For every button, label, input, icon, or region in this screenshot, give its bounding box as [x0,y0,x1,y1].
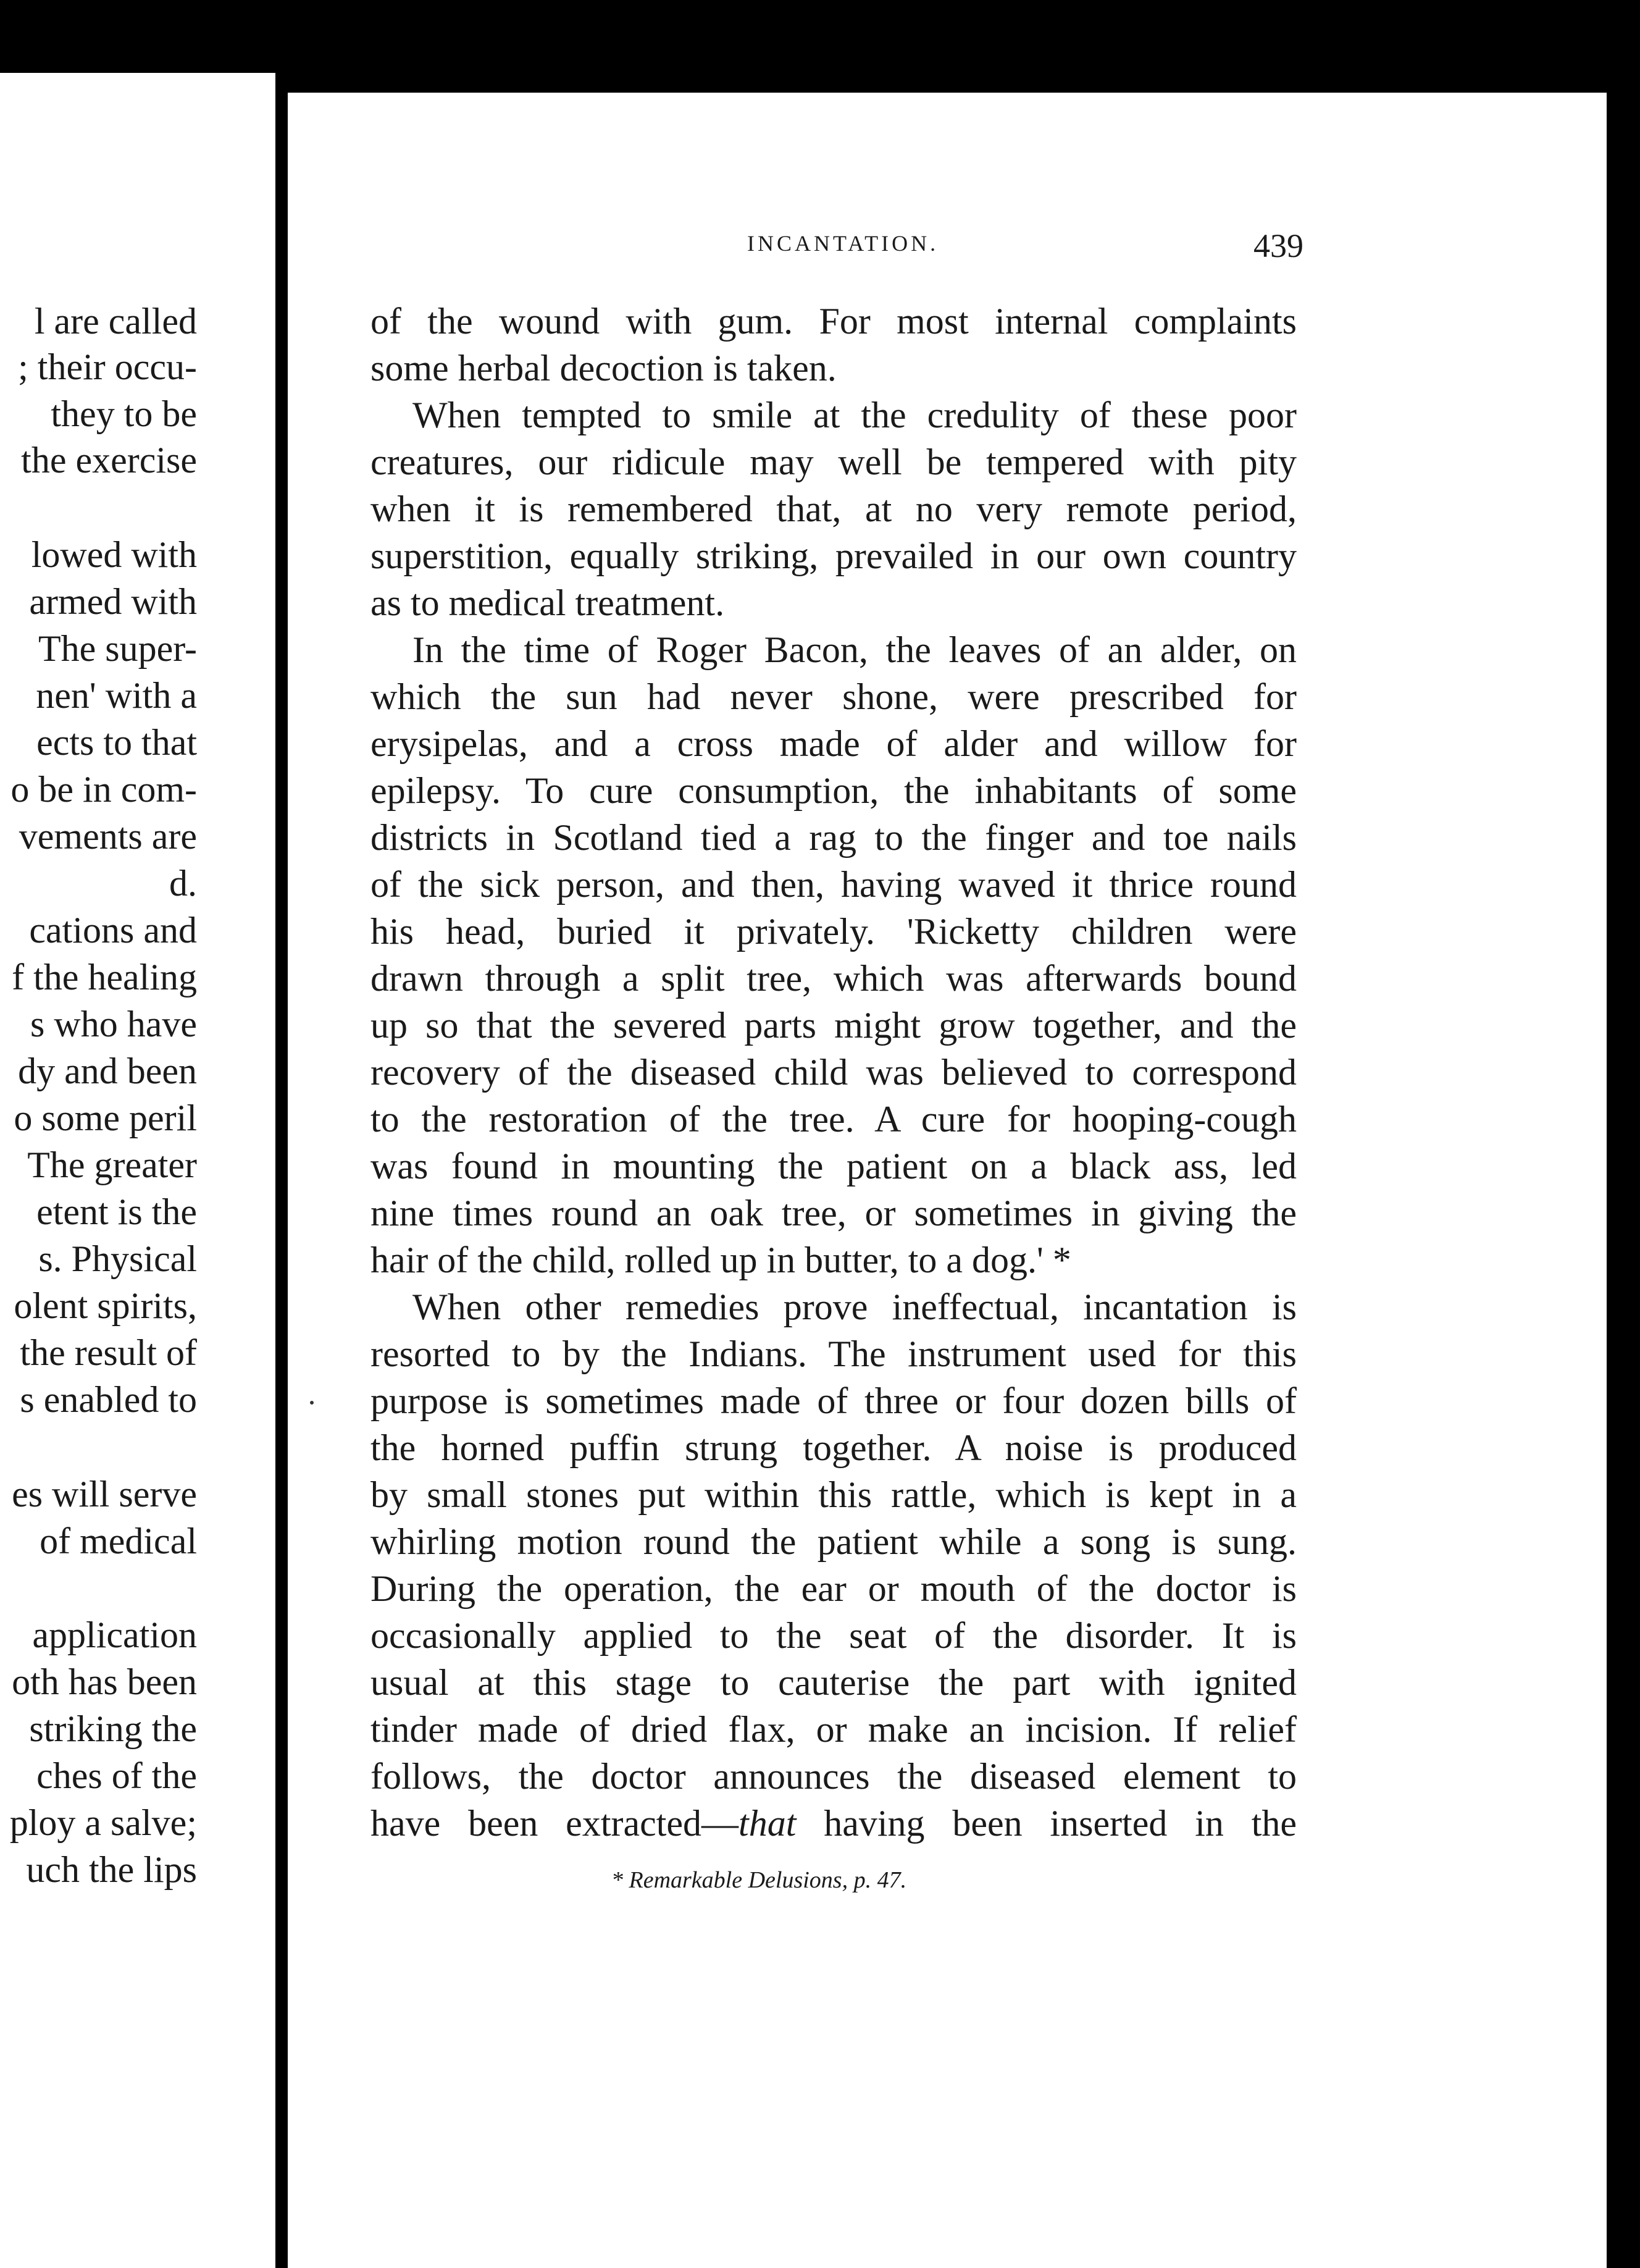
body-line: recovery of the diseased child was believed to correspond [370,1052,1297,1093]
left-text-line: vements are [19,816,197,857]
left-text-line: s who have [30,1004,197,1044]
body-line: follows, the doctor announces the diseased element to [370,1756,1297,1797]
page-number: 439 [1253,227,1303,264]
body-line: When tempted to smile at the credulity of these poor [412,395,1297,435]
running-head: INCANTATION. [747,231,939,256]
left-text-line: the exercise [21,440,197,481]
left-text-line: f the healing [12,957,197,998]
left-text-line: the result of [20,1332,197,1373]
body-line: up so that the severed parts might grow together, and the [370,1005,1297,1046]
body-line: When other remedies prove ineffectual, incantation is [412,1287,1297,1327]
body-line: superstition, equally striking, prevailed in our own country [370,536,1297,576]
body-line: of the wound with gum. For most internal complaints [370,301,1297,342]
body-line: of the sick person, and then, having waved it thrice round [370,864,1297,905]
body-line-last [370,1805,1297,1842]
left-text-line: l are called [34,301,197,342]
body-line-start: have been extracted— [370,1803,739,1844]
left-text-line: s. Physical [38,1238,197,1279]
left-text-line: olent spirits, [14,1285,197,1326]
left-text-line: dy and been [18,1051,197,1091]
left-text-line: uch the lips [26,1849,197,1890]
left-text-line: nen' with a [36,675,197,716]
left-text-line: ploy a salve; [9,1802,197,1843]
body-line: districts in Scotland tied a rag to the finger and toe nails [370,817,1297,858]
body-line: whirling motion round the patient while a song is sung. [370,1521,1297,1562]
left-text-line: armed with [29,581,197,622]
body-line: hair of the child, rolled up in butter, to a dog.' * [370,1240,1071,1280]
body-line: tinder made of dried flax, or make an incision. If relief [370,1709,1297,1750]
left-text-line: etent is the [36,1191,197,1232]
body-line: During the operation, the ear or mouth of the doctor is [370,1568,1297,1609]
body-line: epilepsy. To cure consumption, the inhabitants of some [370,770,1297,811]
left-text-line: of medical [40,1521,197,1561]
left-text-line: oth has been [12,1661,197,1702]
book-gutter [275,73,288,2268]
left-text-line: lowed with [31,534,197,575]
left-text-line: ches of the [36,1755,197,1796]
left-page-fragment [0,73,275,2268]
body-line: usual at this stage to cauterise the part with ignited [370,1662,1297,1703]
body-line: erysipelas, and a cross made of alder and willow for [370,723,1297,764]
body-line-end: having been inserted in the [796,1803,1297,1844]
body-line: some herbal decoction is taken. [370,348,837,388]
left-text-line: s enabled to [20,1379,197,1420]
left-text-line: o be in com- [10,769,197,810]
left-text-line: they to be [51,393,197,434]
left-text-line: ects to that [36,722,197,763]
left-text-line: striking the [29,1708,197,1749]
body-line: creatures, our ridicule may well be tempered with pity [370,442,1297,482]
body-line: was found in mounting the patient on a black ass, led [370,1146,1297,1186]
body-line: occasionally applied to the seat of the disorder. It is [370,1615,1297,1656]
body-line: the horned puffin strung together. A noise is produced [370,1427,1297,1468]
left-text-line: es will serve [12,1474,197,1514]
body-line: drawn through a split tree, which was afterwards bound [370,958,1297,999]
body-line: his head, buried it privately. 'Ricketty children were [370,911,1297,952]
body-line: In the time of Roger Bacon, the leaves of an alder, on [412,629,1297,670]
body-line: by small stones put within this rattle, which is kept in a [370,1474,1297,1515]
left-text-line: The super- [38,628,197,669]
left-text-line: o some peril [14,1098,197,1138]
footnote: * Remarkable Delusions, p. 47. [611,1867,907,1893]
page-edge [1607,93,1640,2268]
left-text-line: d. [169,863,197,904]
body-line: resorted to by the Indians. The instrument used for this [370,1334,1297,1374]
body-line: as to medical treatment. [370,582,725,623]
body-line: when it is remembered that, at no very remote period, [370,489,1297,529]
margin-speck [310,1401,314,1405]
body-line: which the sun had never shone, were prescribed for [370,676,1297,717]
body-line: purpose is sometimes made of three or four dozen bills of [370,1380,1297,1421]
italic-word: that [738,1803,797,1844]
left-text-line: ; their occu- [18,346,197,387]
left-text-line: The greater [27,1144,197,1185]
left-text-line: application [32,1615,197,1655]
body-line: to the restoration of the tree. A cure for hooping-cough [370,1099,1297,1140]
left-text-line: cations and [29,910,197,951]
body-line: nine times round an oak tree, or sometimes in giving the [370,1193,1297,1233]
